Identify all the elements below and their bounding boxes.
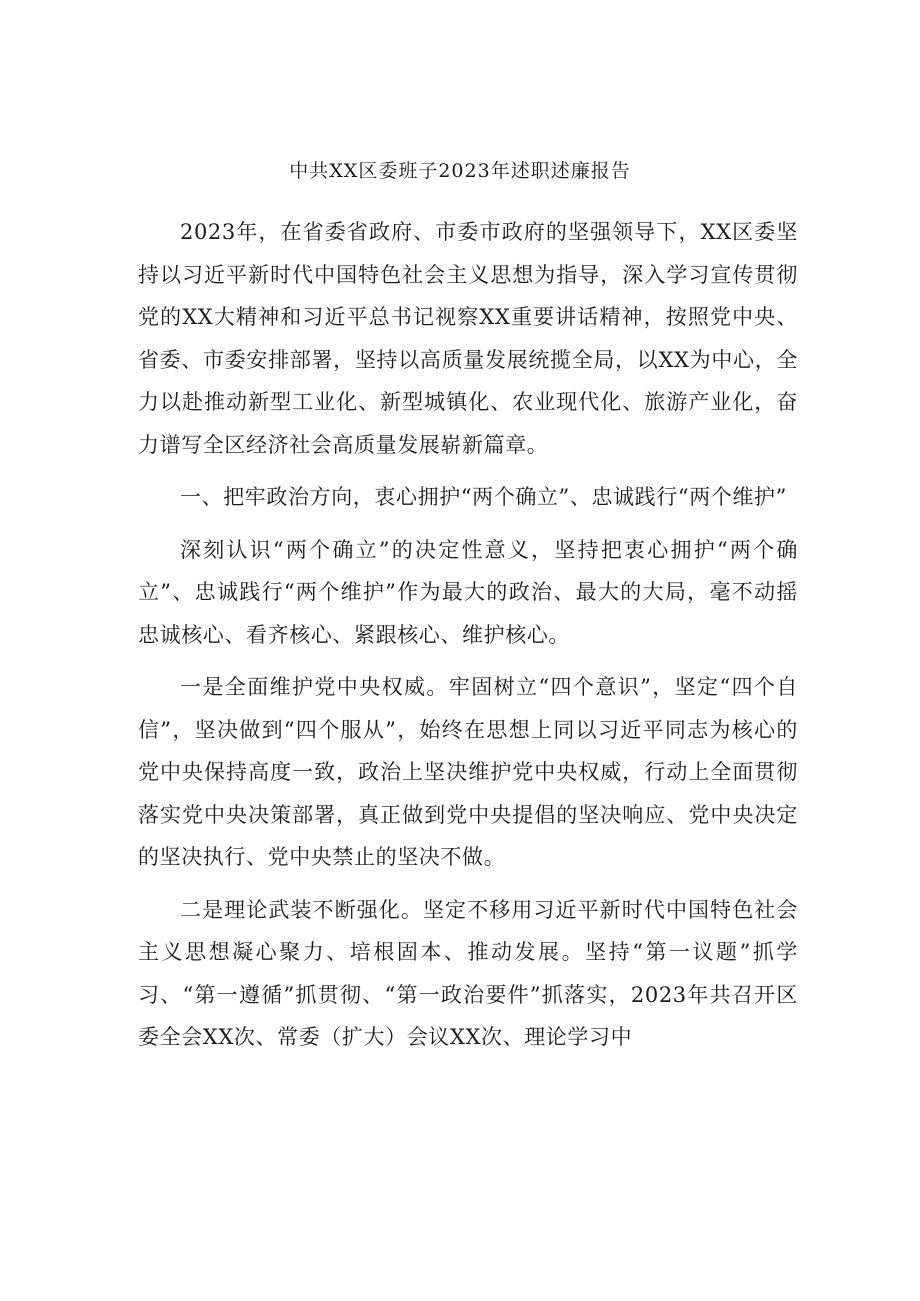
paragraph-intro: 2023年，在省委省政府、市委市政府的坚强领导下，XX区委坚持以习近平新时代中国特色社会主义思想为指导，深入学习宣传贯彻党的XX大精神和习近平总书记视察XX重要讲话精神，按照党中央、省委、市委安排部署，坚持以高质量发展统揽全局，以XX为中心，全力以赴推动新型工业化、新型城镇化、农业现代化、旅游产业化，奋力谱写全区经济社会高质量发展崭新篇章。 [138,220,798,457]
document-title: 中共XX区委班子2023年述职述廉报告 [289,160,631,182]
paragraph-point-1: 一是全面维护党中央权威。牢固树立“四个意识”，坚定“四个自信”，坚决做到“四个服从”，始终在思想上同以习近平同志为核心的党中央保持高度一致，政治上坚决维护党中央权威，行动上全面贯彻落实党中央决策部署，真正做到党中央提倡的坚决响应、党中央决定的坚决执行、党中央禁止的坚决不做。 [138,675,798,869]
paragraph-section-1-intro: 深刻认识“两个确立”的决定性意义，坚持把衷心拥护“两个确立”、忠诚践行“两个维护”作为最大的政治、最大的大局，毫不动摇忠诚核心、看齐核心、紧跟核心、维护核心。 [138,537,798,647]
document-body [138,211,798,1059]
section-heading-1: 一、把牢政治方向，衷心拥护“两个确立”、忠诚践行“两个维护” [180,485,787,509]
paragraph-point-2: 二是理论武装不断强化。坚定不移用习近平新时代中国特色社会主义思想凝心聚力、培根固本、推动发展。坚持“第一议题”抓学习、“第一遵循”抓贯彻、“第一政治要件”抓落实，2023年共召开区委全会XX次、常委（扩大）会议XX次、理论学习中 [138,897,798,1049]
